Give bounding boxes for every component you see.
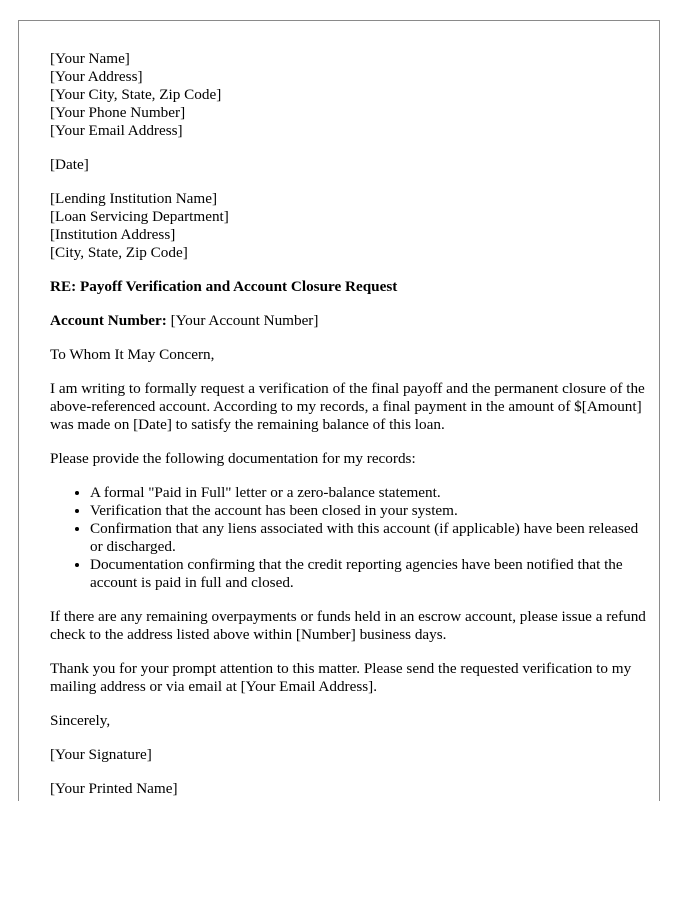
sender-city-state-zip: [Your City, State, Zip Code] bbox=[50, 86, 222, 103]
account-number-line bbox=[50, 312, 650, 330]
recipient-block bbox=[50, 190, 650, 262]
sender-address: [Your Address] bbox=[50, 68, 143, 85]
sender-phone: [Your Phone Number] bbox=[50, 104, 186, 121]
salutation: To Whom It May Concern, bbox=[50, 346, 215, 363]
account-number-label: Account Number: bbox=[50, 312, 167, 329]
closing: Sincerely, bbox=[50, 712, 111, 729]
thanks-paragraph: Thank you for your prompt attention to this matter. Please send the requested verification to my mailing address or via email at [Your Email Address]. bbox=[50, 660, 632, 695]
intro-paragraph: I am writing to formally request a verification of the final payoff and the permanent closure of the above-referenced account. According to my records, a final payment in the amount of $[Amount] was made on [Date] to satisfy the remaining balance of this loan. bbox=[50, 380, 645, 433]
refund-paragraph: If there are any remaining overpayments or funds held in an escrow account, please issue a refund check to the address listed above within [Number] business days. bbox=[50, 608, 646, 643]
list-item: • A formal "Paid in Full" letter or a zero-balance statement. bbox=[90, 484, 650, 502]
list-intro-paragraph: Please provide the following documentation for my records: bbox=[50, 450, 416, 467]
letter-page bbox=[18, 20, 660, 801]
documentation-list bbox=[50, 484, 650, 592]
letter-body bbox=[50, 50, 650, 801]
printed-name: [Your Printed Name] bbox=[50, 780, 178, 797]
sender-email: [Your Email Address] bbox=[50, 122, 183, 139]
signature: [Your Signature] bbox=[50, 746, 152, 763]
recipient-city-state-zip: [City, State, Zip Code] bbox=[50, 244, 188, 261]
recipient-institution: [Lending Institution Name] bbox=[50, 190, 218, 207]
account-number-value: [Your Account Number] bbox=[166, 312, 319, 329]
letter-date: [Date] bbox=[50, 156, 89, 173]
list-item: • Documentation confirming that the credit reporting agencies have been notified that the account is paid in full and closed. bbox=[90, 556, 650, 592]
list-item: • Confirmation that any liens associated with this account (if applicable) have been released or discharged. bbox=[90, 520, 650, 556]
recipient-address: [Institution Address] bbox=[50, 226, 176, 243]
sender-name: [Your Name] bbox=[50, 50, 130, 67]
sender-block bbox=[50, 50, 650, 140]
list-item: • Verification that the account has been closed in your system. bbox=[90, 502, 650, 520]
subject-line: RE: Payoff Verification and Account Closure Request bbox=[50, 278, 398, 295]
recipient-department: [Loan Servicing Department] bbox=[50, 208, 229, 225]
